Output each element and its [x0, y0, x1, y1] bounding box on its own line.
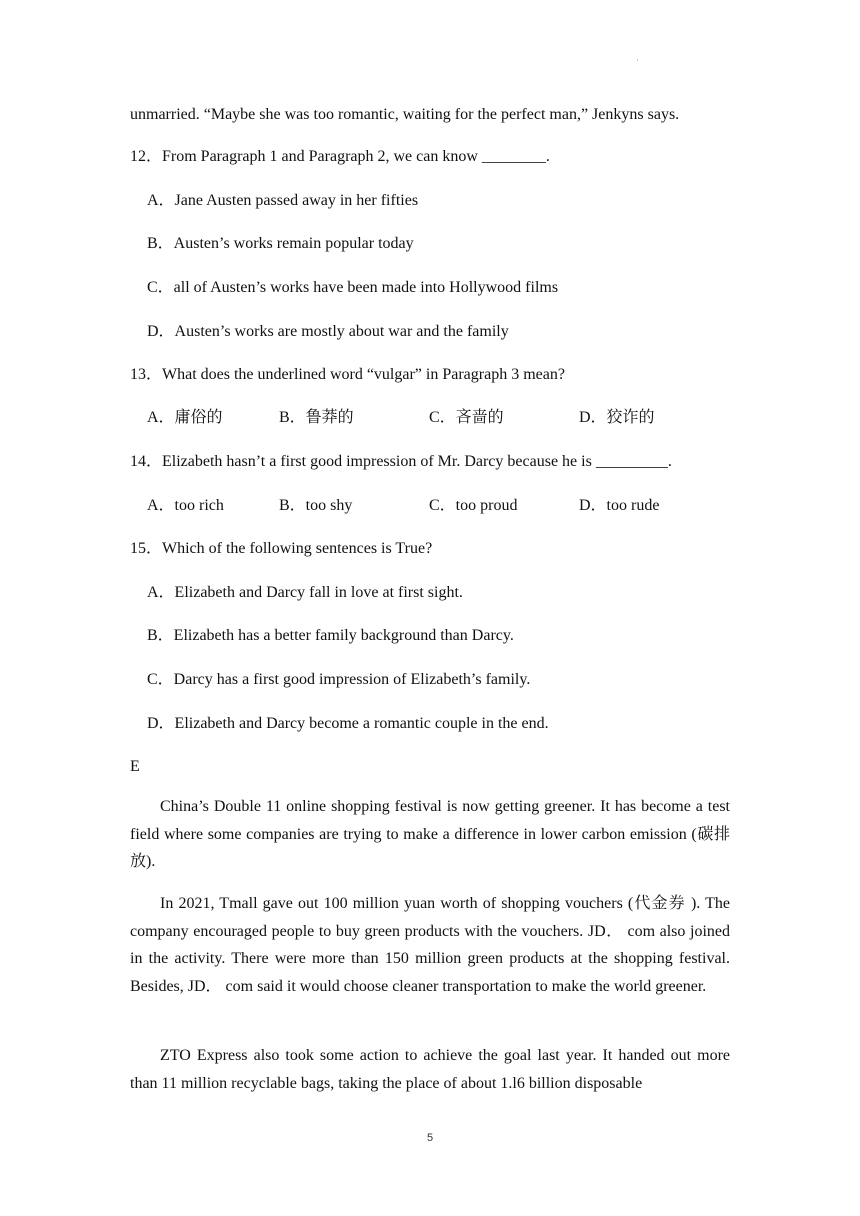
- q14-option-c: C．too proud: [429, 497, 518, 514]
- passage-e-paragraph-1: China’s Double 11 online shopping festival is now getting greener. It has become a test field where some companies are trying to make a difference in lower carbon emission (碳排放).: [130, 798, 730, 870]
- q14-option-a: A．too rich: [147, 497, 224, 514]
- q12-option-c: C．all of Austen’s works have been made into Hollywood films: [147, 279, 559, 296]
- q13-option-b: B．鲁莽的: [279, 409, 354, 426]
- section-e-heading: E: [130, 758, 140, 775]
- page-number: 5: [426, 1132, 434, 1144]
- q15-option-d: D．Elizabeth and Darcy become a romantic couple in the end.: [147, 715, 549, 732]
- passage-e-paragraph-3: ZTO Express also took some action to achieve the goal last year. It handed out more than 11 million recyclable bags, taking the place of about 1.l6 billion disposable: [130, 1047, 730, 1092]
- header-mark: ·: [636, 56, 639, 65]
- question-12: 12．From Paragraph 1 and Paragraph 2, we can know ________.: [130, 148, 550, 165]
- q12-option-d: D．Austen’s works are mostly about war and the family: [147, 323, 509, 340]
- q12-option-a: A．Jane Austen passed away in her fifties: [147, 192, 419, 209]
- q15-option-b: B．Elizabeth has a better family background than Darcy.: [147, 627, 514, 644]
- q12-option-b: B．Austen’s works remain popular today: [147, 235, 414, 252]
- q15-option-c: C．Darcy has a first good impression of Elizabeth’s family.: [147, 671, 531, 688]
- q13-option-d: D．狡诈的: [579, 409, 655, 426]
- question-15: 15．Which of the following sentences is True?: [130, 540, 433, 557]
- carryover-line: unmarried. “Maybe she was too romantic, waiting for the perfect man,” Jenkyns says.: [130, 106, 680, 123]
- passage-e-paragraph-2: In 2021, Tmall gave out 100 million yuan worth of shopping vouchers (代金券 ). The company encouraged people to buy green products with the vouchers. JD． com also joined in the activity. There were more than 150 million green products at the shopping festival. Besides, JD． com said it would choose cleaner transportation to make the world greener.: [130, 895, 730, 995]
- q14-option-b: B．too shy: [279, 497, 353, 514]
- q15-option-a: A．Elizabeth and Darcy fall in love at first sight.: [147, 584, 463, 601]
- question-13: 13．What does the underlined word “vulgar” in Paragraph 3 mean?: [130, 366, 565, 383]
- q13-options-row: [0, 408, 860, 428]
- q14-options-row: [0, 496, 860, 516]
- q14-option-d: D．too rude: [579, 497, 660, 514]
- question-14: 14．Elizabeth hasn’t a first good impression of Mr. Darcy because he is _________.: [130, 453, 672, 470]
- q13-option-a: A．庸俗的: [147, 409, 223, 426]
- q13-option-c: C．吝啬的: [429, 409, 504, 426]
